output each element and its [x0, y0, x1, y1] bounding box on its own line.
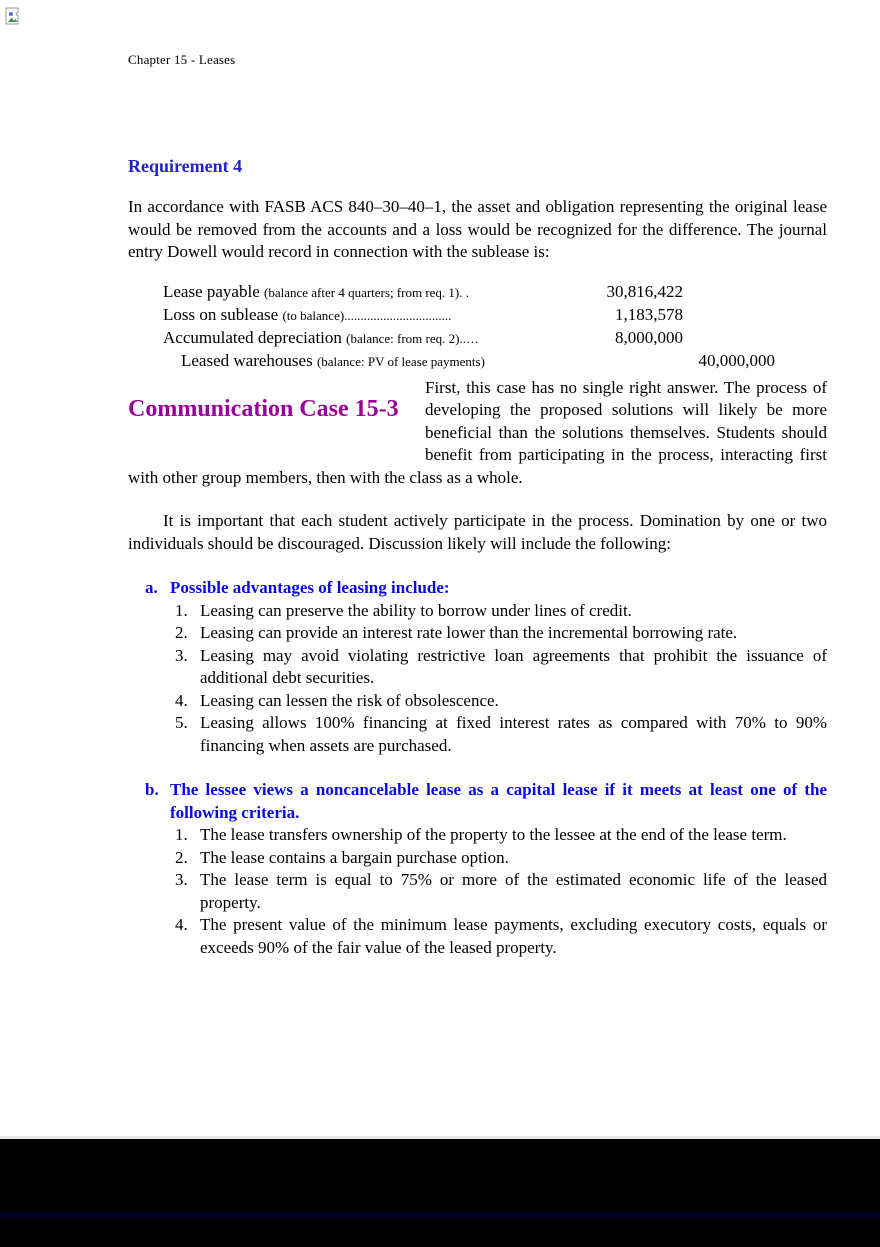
- item-text: Leasing can provide an interest rate lower than the incremental borrowing rate.: [200, 623, 738, 642]
- item-text: Leasing allows 100% financing at fixed interest rates as compared with 70% to 90% financing when assets are purchased.: [200, 713, 827, 755]
- item-number: 3.: [175, 870, 188, 889]
- list-item: [175, 645, 827, 690]
- item-text: Leasing can lessen the risk of obsolescence.: [200, 690, 499, 710]
- journal-account: Accumulated depreciation: [163, 327, 347, 347]
- journal-debit: 30,816,422: [606, 281, 683, 301]
- page-header: Chapter 15 - Leases: [128, 52, 236, 67]
- item-text: The lease transfers ownership of the property to the lessee at the end of the lease term.: [200, 825, 787, 844]
- communication-case-section: [128, 377, 827, 490]
- broken-image-icon: [4, 6, 24, 26]
- list-b-heading: The lessee views a noncancelable lease as a capital lease if it meets at least one of the following criteria.: [170, 780, 827, 822]
- item-text: Leasing can preserve the ability to borrow under lines of credit.: [200, 600, 632, 620]
- list-item: [175, 622, 827, 645]
- list-item: [175, 600, 827, 623]
- journal-entry-table: [163, 281, 775, 373]
- list-a-heading: Possible advantages of leasing include:: [170, 578, 450, 597]
- item-number: 4.: [175, 915, 188, 934]
- item-number: 3.: [175, 645, 188, 665]
- list-b-criteria: [128, 779, 827, 959]
- journal-account: Loss on sublease: [163, 304, 283, 324]
- journal-account-note: (to balance).................................: [282, 307, 452, 323]
- item-number: 2.: [175, 623, 188, 642]
- list-b-marker: b.: [145, 780, 159, 799]
- requirement-4-intro: In accordance with FASB ACS 840–30–40–1, the asset and obligation representing the original lease would be removed from the accounts and a loss would be recognized for the difference. The journal entry Dowell would record in connection with the sublease is:: [128, 197, 827, 261]
- journal-credit: 40,000,000: [698, 350, 775, 370]
- list-item: [175, 824, 827, 847]
- item-text: The present value of the minimum lease payments, excluding executory costs, equals or exceeds 90% of the fair value of the leased property.: [200, 915, 827, 957]
- list-a-marker: a.: [145, 578, 158, 597]
- requirement-4-title: Requirement 4: [128, 156, 243, 176]
- footer-black-band: [0, 1139, 880, 1247]
- journal-account-note: (balance: PV of lease payments): [316, 353, 485, 369]
- footer-accent-strip: [0, 1212, 880, 1218]
- item-number: 1.: [175, 600, 188, 620]
- journal-row: [163, 281, 775, 304]
- list-item: [175, 869, 827, 914]
- item-text: Leasing may avoid violating restrictive loan agreements that prohibit the issuance of additional debt securities.: [200, 645, 827, 687]
- communication-case-title: Communication Case 15-3: [128, 395, 399, 422]
- communication-case-paragraph: First, this case has no single right answer. The process of developing the proposed solutions will likely be more beneficial than the solutions themselves. Students should benefit from participating in the process, interacting first with other group members, then with the class as a whole.: [128, 377, 827, 487]
- journal-row: [163, 327, 775, 350]
- journal-debit: 1,183,578: [615, 304, 683, 324]
- item-text: The lease term is equal to 75% or more of the estimated economic life of the leased property.: [200, 870, 827, 912]
- list-item: [175, 690, 827, 713]
- item-number: 1.: [175, 825, 188, 844]
- journal-debit: 8,000,000: [615, 327, 683, 347]
- journal-account: Lease payable: [163, 281, 264, 301]
- list-item: [175, 914, 827, 959]
- journal-row: [163, 304, 775, 327]
- item-number: 4.: [175, 690, 188, 710]
- item-text: The lease contains a bargain purchase option.: [200, 847, 509, 867]
- journal-account-note: (balance after 4 quarters; from req. 1). .: [264, 284, 470, 300]
- list-a-advantages: [128, 577, 827, 757]
- item-number: 5.: [175, 713, 188, 732]
- journal-account: Leased warehouses: [181, 350, 317, 370]
- item-number: 2.: [175, 847, 188, 867]
- list-item: [175, 847, 827, 870]
- list-item: [175, 712, 827, 757]
- journal-account-note: (balance: from req. 2)..…: [346, 330, 479, 346]
- journal-row: [163, 350, 775, 373]
- participation-paragraph: It is important that each student actively participate in the process. Domination by one or two individuals should be discouraged. Discussion likely will include the following:: [128, 511, 827, 553]
